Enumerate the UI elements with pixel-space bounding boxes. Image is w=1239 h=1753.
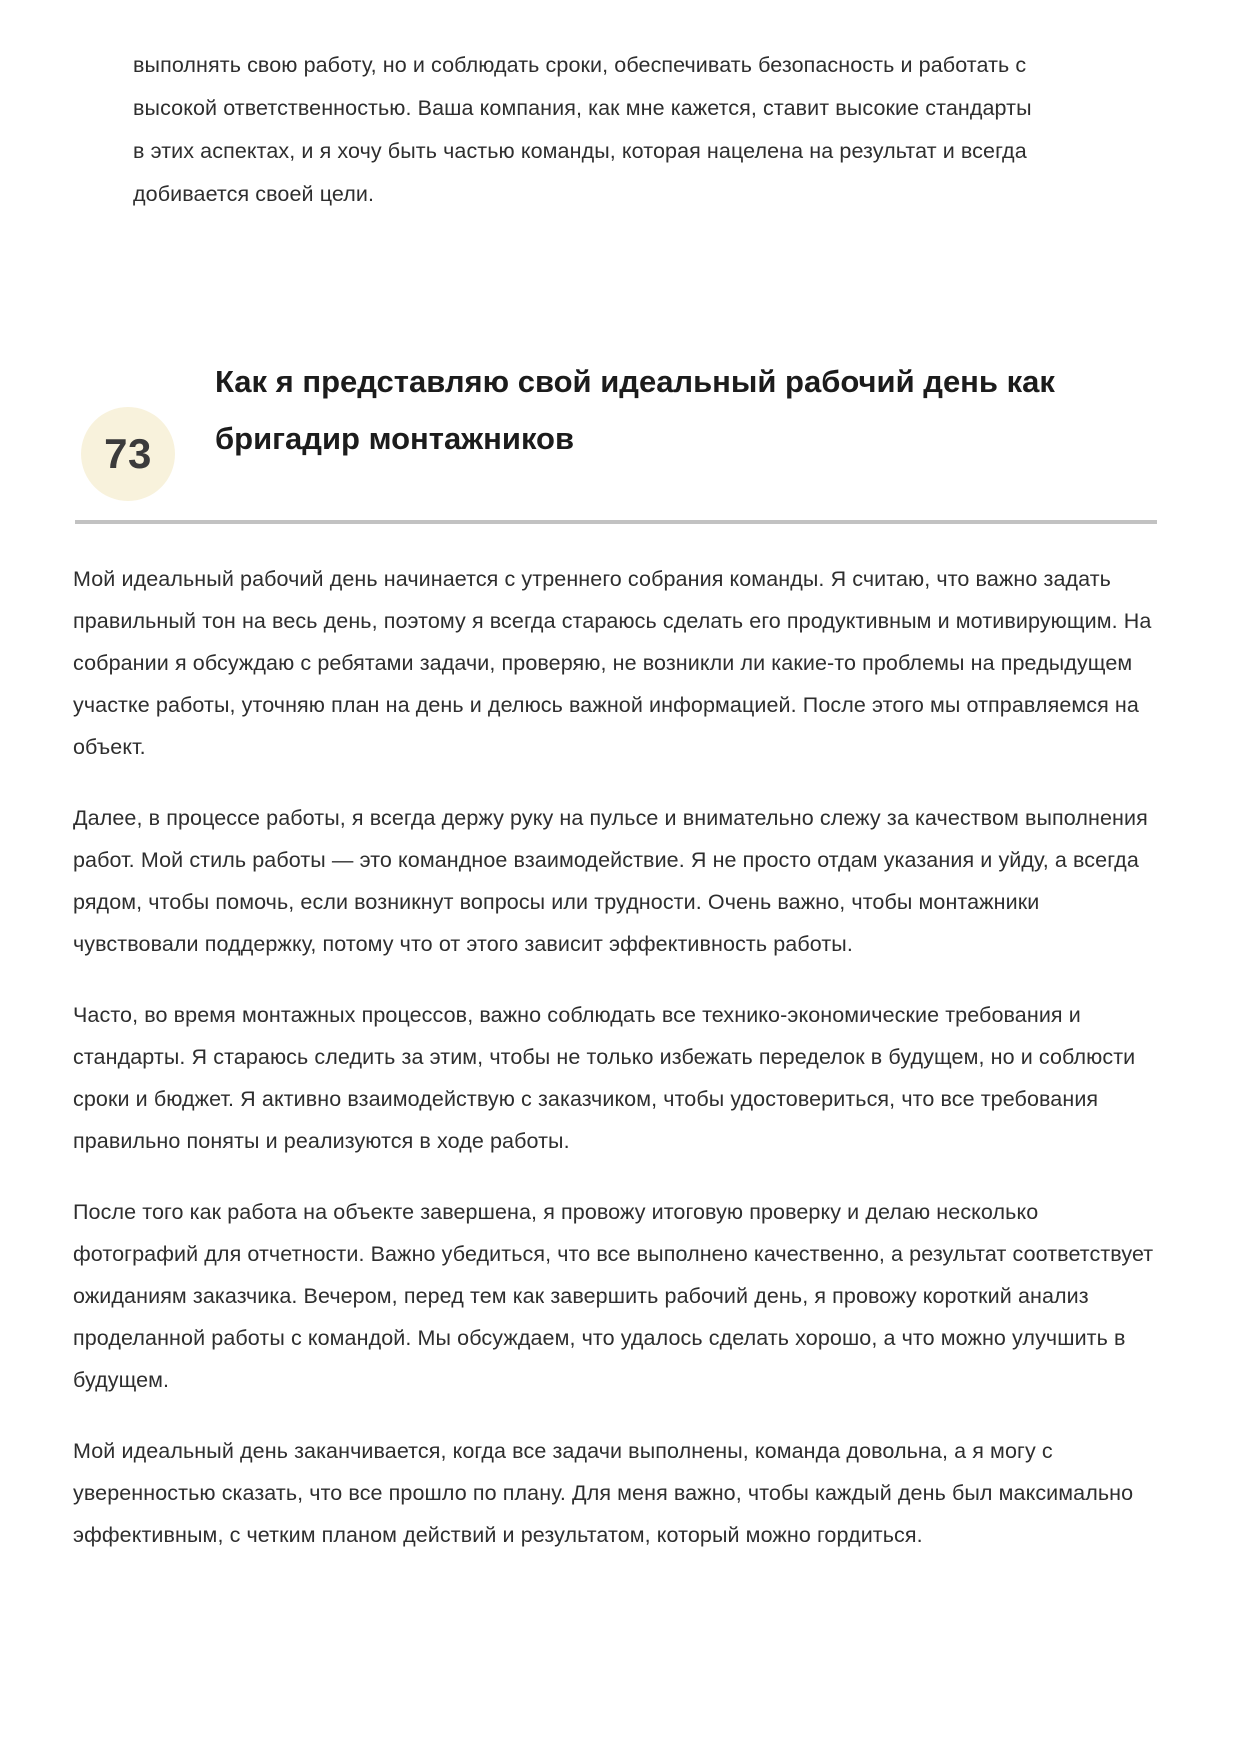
previous-section-paragraph: выполнять свою работу, но и соблюдать сроки, обеспечивать безопасность и работать с высокой ответственностью. Ваша компания, как мне кажется, ставит высокие стандарты в этих аспектах, и я хочу быть частью команды, которая нацелена на результат и всегда добивается своей цели. [133, 53, 1032, 206]
section-number-badge [81, 407, 175, 501]
section-divider [75, 520, 1157, 524]
body-paragraph: После того как работа на объекте завершена, я провожу итоговую проверку и делаю несколько фотографий для отчетности. Важно убедиться, что все выполнено качественно, а результат соответствует ожиданиям заказчика. Вечером, перед тем как завершить рабочий день, я провожу короткий анализ проделанной работы с командой. Мы обсуждаем, что удалось сделать хорошо, а что можно улучшить в будущем. [73, 1200, 1154, 1392]
body-paragraph: Мой идеальный рабочий день начинается с утреннего собрания команды. Я считаю, что важно задать правильный тон на весь день, поэтому я всегда стараюсь сделать его продуктивным и мотивирующим. На собрании я обсуждаю с ребятами задачи, проверяю, не возникли ли какие-то проблемы на предыдущем участке работы, уточняю план на день и делюсь важной информацией. После этого мы отправляемся на объект. [73, 567, 1152, 759]
body-paragraph: Часто, во время монтажных процессов, важно соблюдать все технико-экономические требования и стандарты. Я стараюсь следить за этим, чтобы не только избежать переделок в будущем, но и соблюсти сроки и бюджет. Я активно взаимодействую с заказчиком, чтобы удостовериться, что все требования правильно поняты и реализуются в ходе работы. [73, 1003, 1136, 1153]
body-paragraph: Мой идеальный день заканчивается, когда все задачи выполнены, команда довольна, а я могу с уверенностью сказать, что все прошло по плану. Для меня важно, чтобы каждый день был максимально эффективным, с четким планом действий и результатом, который можно гордиться. [73, 1439, 1134, 1547]
section-number: 73 [104, 430, 152, 477]
section-body [73, 558, 1163, 1585]
section-title: Как я представляю свой идеальный рабочий день как бригадир монтажников [215, 364, 1055, 456]
body-paragraph: Далее, в процессе работы, я всегда держу руку на пульсе и внимательно слежу за качеством выполнения работ. Мой стиль работы — это командное взаимодействие. Я не просто отдам указания и уйду, а всегда рядом, чтобы помочь, если возникнут вопросы или трудности. Очень важно, чтобы монтажники чувствовали поддержку, потому что от этого зависит эффективность работы. [73, 806, 1148, 956]
